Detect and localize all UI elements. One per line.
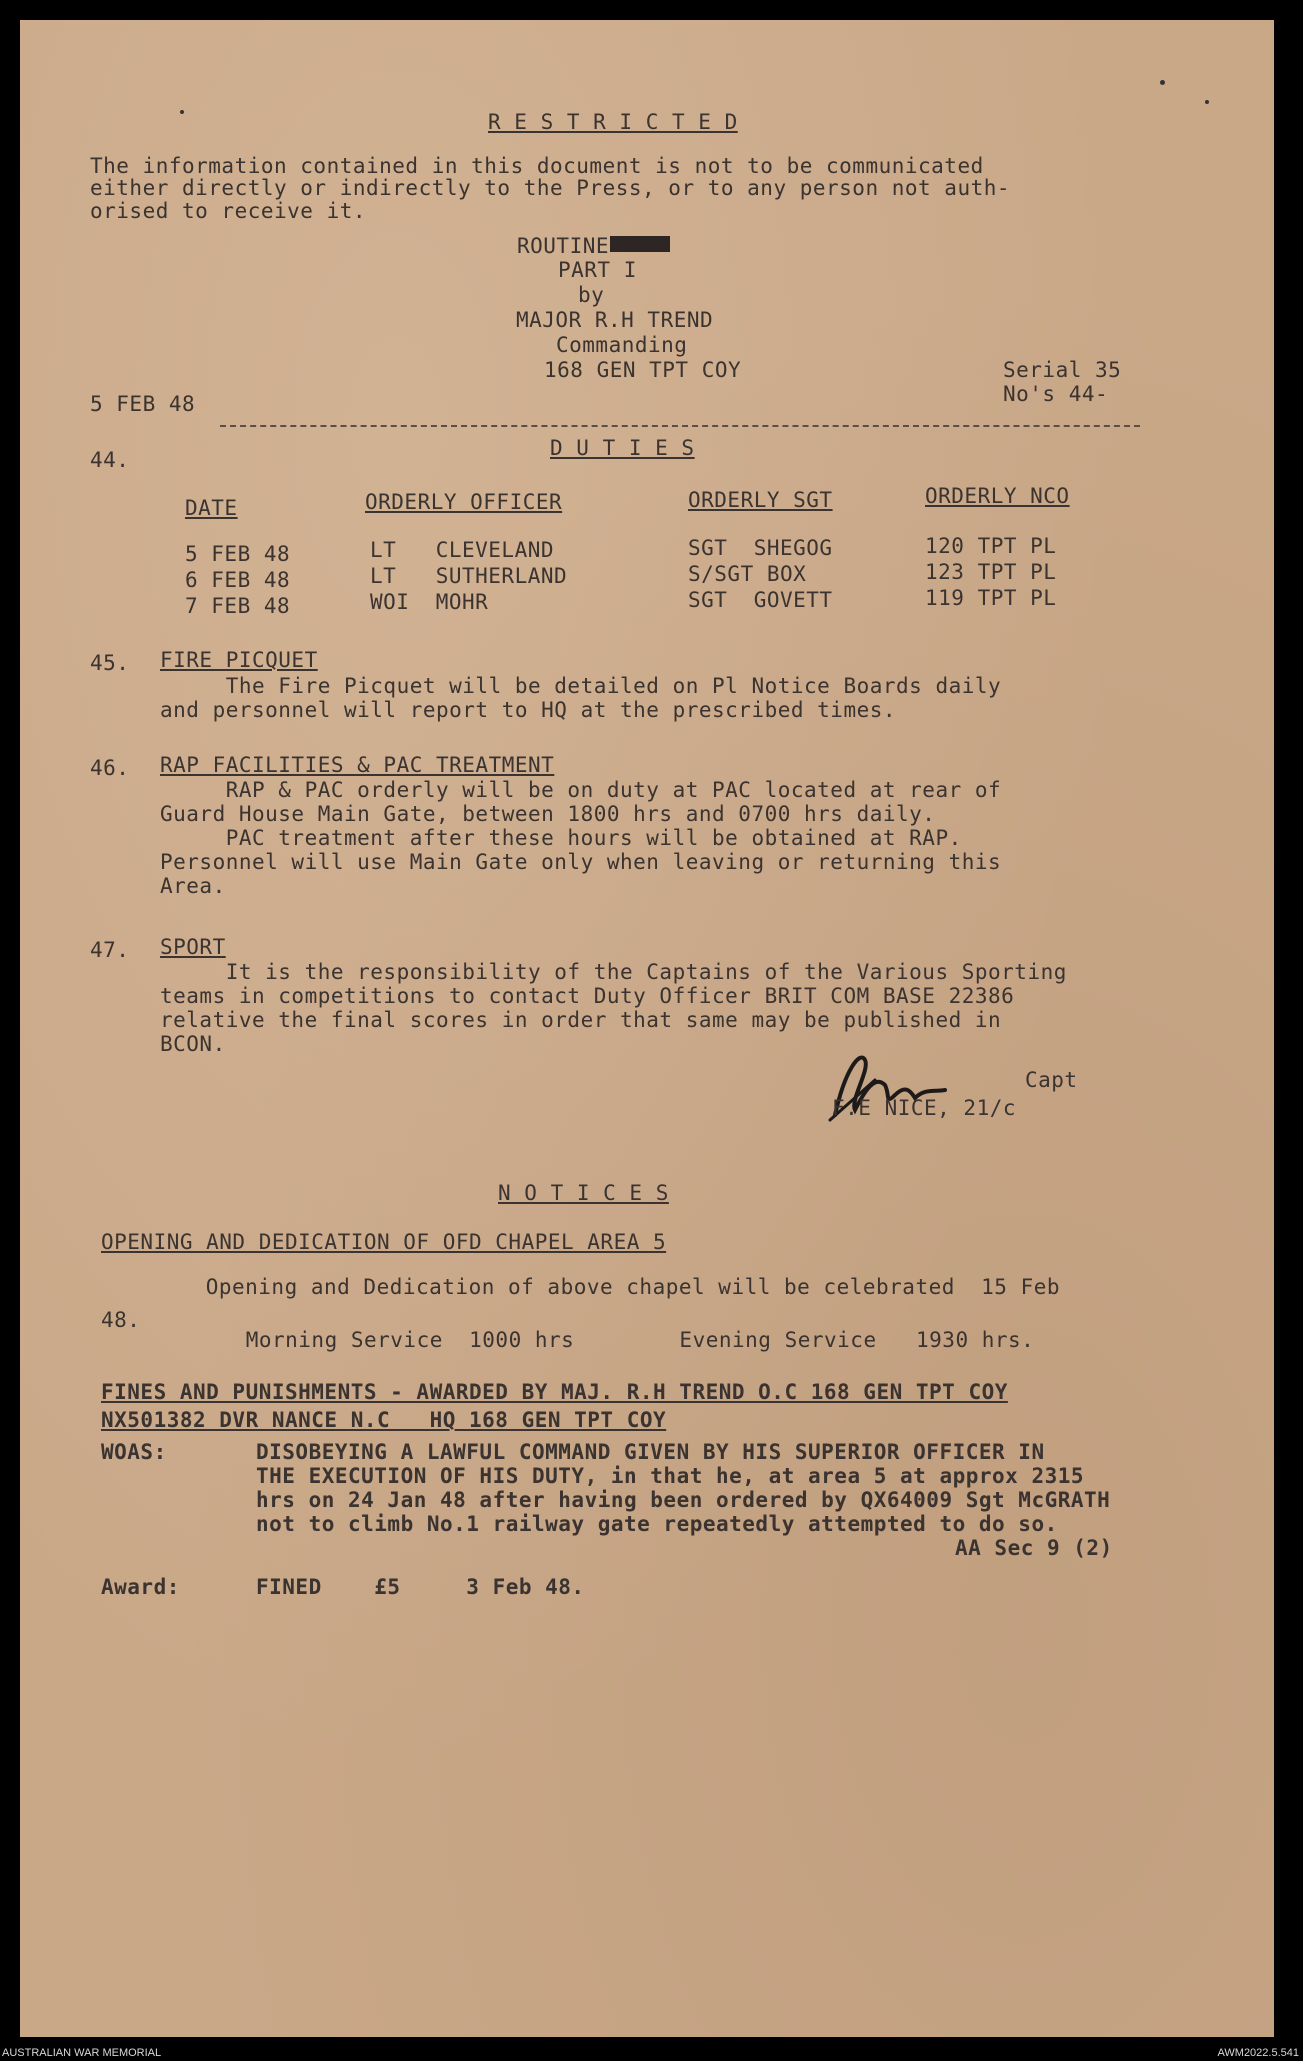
ink-speck — [1205, 100, 1209, 104]
notice-line-3: orised to receive it. — [90, 199, 367, 223]
item-47-no: 47. — [90, 938, 130, 962]
award-label: Award: — [101, 1575, 180, 1599]
duty-row-2-date: 6 FEB 48 — [185, 568, 291, 592]
woas-line-2: THE EXECUTION OF HIS DUTY, in that he, at area 5 at approx 2315 — [256, 1464, 1085, 1488]
services-times: Morning Service 1000 hrs Evening Service 1930 hrs. — [180, 1328, 1035, 1352]
title-routine: ROUTINE — [517, 234, 610, 258]
notices-heading: N O T I C E S — [498, 1181, 669, 1205]
item-46-line-4: Personnel will use Main Gate only when leaving or returning this — [160, 850, 1002, 874]
chapel-line-1: Opening and Dedication of above chapel will be celebrated 15 Feb — [140, 1275, 1061, 1299]
item-46-title: RAP FACILITIES & PAC TREATMENT — [160, 753, 555, 777]
item-46-line-5: Area. — [160, 874, 226, 898]
item-46-line-1: RAP & PAC orderly will be on duty at PAC located at rear of — [160, 778, 1002, 802]
duties-heading: D U T I E S — [550, 436, 695, 460]
item-46-no: 46. — [90, 756, 130, 780]
accused: NX501382 DVR NANCE N.C HQ 168 GEN TPT COY — [101, 1408, 667, 1432]
signature-rank: Capt — [1025, 1068, 1078, 1092]
duty-row-2-officer: LT SUTHERLAND — [370, 564, 568, 588]
footer-source: AUSTRALIAN WAR MEMORIAL — [2, 2047, 162, 2059]
notice-line-1: The information contained in this document is not to be communicated — [90, 154, 984, 178]
chapel-title: OPENING AND DEDICATION OF OFD CHAPEL AREA 5 — [101, 1230, 667, 1254]
item-45-no: 45. — [90, 651, 130, 675]
duty-row-2-sgt: S/SGT BOX — [688, 562, 807, 586]
woas-label: WOAS: — [101, 1440, 167, 1464]
signature-name: F.E NICE, 21/c — [832, 1096, 1017, 1120]
duties-item-no: 44. — [90, 448, 130, 472]
item-47-line-4: BCON. — [160, 1032, 226, 1056]
duty-row-1-sgt: SGT SHEGOG — [688, 536, 833, 560]
redaction-mark — [610, 236, 670, 252]
fines-title: FINES AND PUNISHMENTS - AWARDED BY MAJ. R.H TREND O.C 168 GEN TPT COY — [101, 1380, 1008, 1404]
item-45-title: FIRE PICQUET — [160, 648, 318, 672]
header-divider — [220, 425, 1140, 427]
award-value: FINED £5 3 Feb 48. — [256, 1575, 585, 1599]
duty-row-1-officer: LT CLEVELAND — [370, 538, 555, 562]
title-unit: 168 GEN TPT COY — [544, 358, 742, 382]
duty-row-3-sgt: SGT GOVETT — [688, 588, 833, 612]
item-47-line-1: It is the responsibility of the Captains of the Various Sporting — [160, 960, 1067, 984]
duty-row-1-date: 5 FEB 48 — [185, 542, 291, 566]
col-date: DATE — [185, 496, 238, 520]
title-commanding: Commanding — [556, 333, 688, 357]
title-commander: MAJOR R.H TREND — [516, 308, 714, 332]
item-45-line-2: and personnel will report to HQ at the prescribed times. — [160, 698, 897, 722]
item-45-line-1: The Fire Picquet will be detailed on Pl Notice Boards daily — [160, 674, 1002, 698]
nos: No's 44- — [1003, 382, 1109, 406]
title-by: by — [578, 283, 605, 307]
item-47-line-2: teams in competitions to contact Duty Officer BRIT COM BASE 22386 — [160, 984, 1015, 1008]
act-section: AA Sec 9 (2) — [955, 1536, 1113, 1560]
duty-row-2-nco: 123 TPT PL — [925, 560, 1057, 584]
item-47-line-3: relative the final scores in order that same may be published in — [160, 1008, 1002, 1032]
duty-row-3-date: 7 FEB 48 — [185, 594, 291, 618]
woas-line-1: DISOBEYING A LAWFUL COMMAND GIVEN BY HIS SUPERIOR OFFICER IN — [256, 1440, 1045, 1464]
item-46-line-2: Guard House Main Gate, between 1800 hrs and 0700 hrs daily. — [160, 802, 936, 826]
duty-row-3-officer: WOI MOHR — [370, 590, 489, 614]
ink-speck — [1160, 80, 1165, 85]
col-orderly-sgt: ORDERLY SGT — [688, 488, 833, 512]
notice-line-2: either directly or indirectly to the Press, or to any person not auth- — [90, 176, 1011, 200]
item-47-title: SPORT — [160, 935, 226, 959]
col-orderly-nco: ORDERLY NCO — [925, 484, 1070, 508]
chapel-line-2: 48. — [101, 1308, 141, 1332]
classification: R E S T R I C T E D — [488, 110, 738, 134]
footer-id: AWM2022.5.541 — [1217, 2047, 1299, 2059]
ink-speck — [180, 110, 184, 114]
document-page — [20, 20, 1274, 2037]
woas-line-4: not to climb No.1 railway gate repeatedly attempted to do so. — [256, 1512, 1058, 1536]
col-orderly-officer: ORDERLY OFFICER — [365, 490, 563, 514]
duty-row-1-nco: 120 TPT PL — [925, 534, 1057, 558]
title-part: PART I — [558, 258, 637, 282]
serial: Serial 35 — [1003, 358, 1122, 382]
date: 5 FEB 48 — [90, 392, 196, 416]
item-46-line-3: PAC treatment after these hours will be obtained at RAP. — [160, 826, 962, 850]
woas-line-3: hrs on 24 Jan 48 after having been ordered by QX64009 Sgt McGRATH — [256, 1488, 1111, 1512]
duty-row-3-nco: 119 TPT PL — [925, 586, 1057, 610]
